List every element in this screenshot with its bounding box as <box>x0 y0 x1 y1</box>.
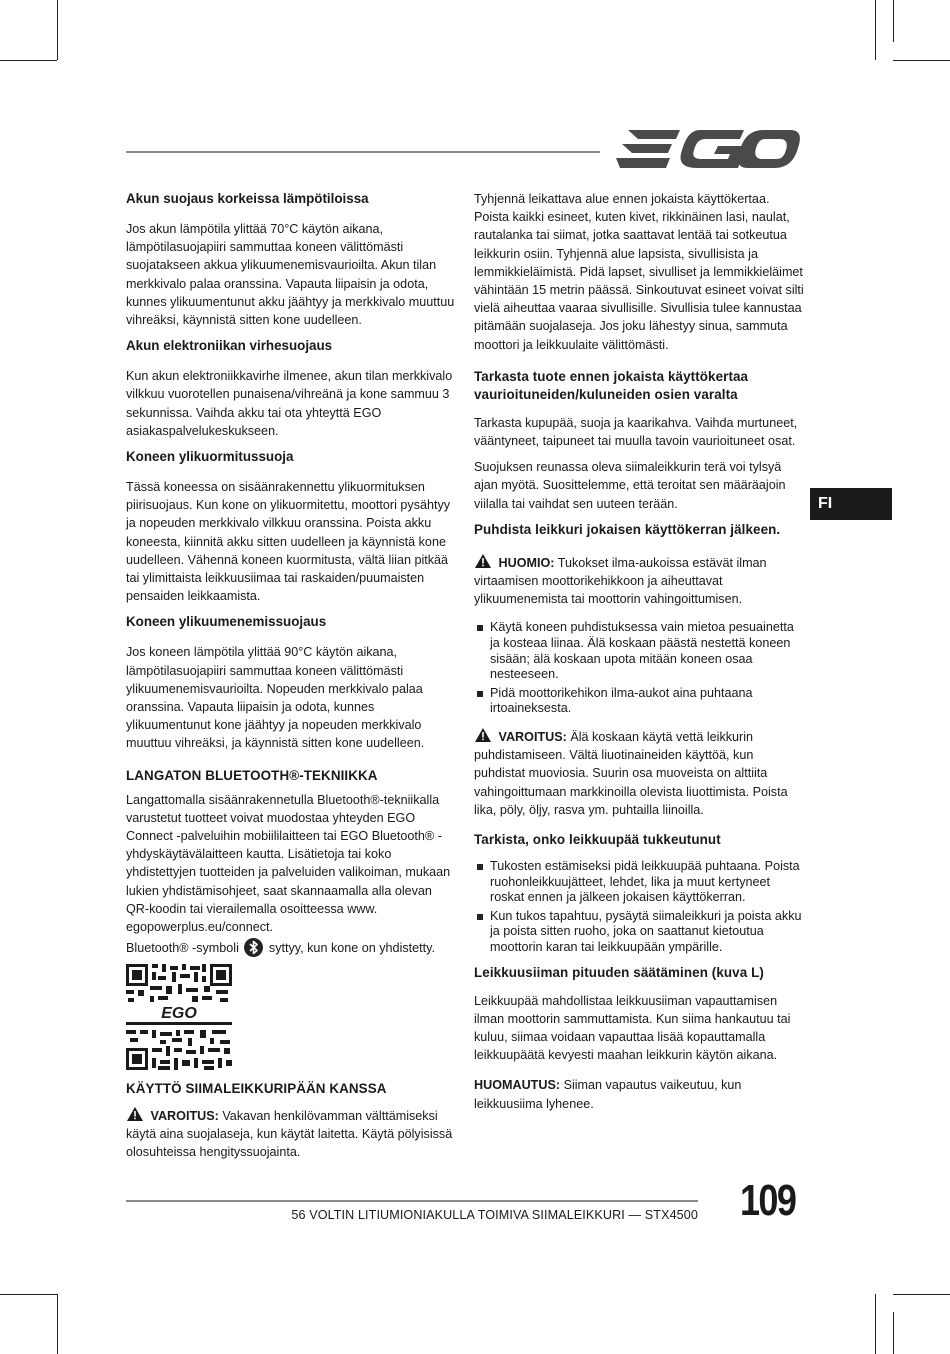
header-rule <box>126 151 600 153</box>
section-heading: Akun elektroniikan virhesuojaus <box>126 338 333 354</box>
qr-code[interactable] <box>126 964 232 1070</box>
right-column <box>474 190 804 1121</box>
crop-mark <box>893 1294 950 1295</box>
section-heading: Leikkuusiiman pituuden säätäminen (kuva L) <box>474 964 764 980</box>
list-item: Tukosten estämiseksi pidä leikkuupää puhtaana. Poista ruohonleikkuujätteet, lehdet, lika ja muut kertyneet roskat ennen ja jälkeen jokaisen käyttökerran. <box>474 859 804 906</box>
note-label: HUOMAUTUS: <box>474 1078 561 1093</box>
ego-logo <box>614 126 800 172</box>
note-text: Siiman vapautus vaikeutuu, kun leikkuusiima lyhenee. <box>474 1078 742 1111</box>
caution-block <box>474 553 804 609</box>
crop-mark <box>893 1312 894 1354</box>
list-item: Pidä moottorikehikon ilma-aukot aina puhtaana irtoaineksesta. <box>474 686 804 717</box>
crop-mark <box>57 0 58 60</box>
qr-logo: EGO <box>161 1004 197 1022</box>
list-item: Käytä koneen puhdistuksessa vain mietoa pesuainetta ja kosteaa liinaa. Älä koskaan päästä nestettä koneen sisään; älä koskaan upota mitään koneen osaa nesteeseen. <box>474 620 804 682</box>
warning-label: VAROITUS: <box>150 1108 219 1123</box>
crop-mark <box>875 1294 876 1354</box>
section-text: Jos akun lämpötila ylittää 70°C käytön aikana, lämpötilasuojapiiri sammuttaa koneen välittömästi suojatakseen akkua ylikuumenemisvaurioilta. Akun tilan merkkivalo palaa oranssina. Vapauta liipaisin ja odota, kunnes ylikuumentunut akku jäähtyy ja merkkivalo muuttuu vihreäksi, käynnistä sitten kone uudelleen. <box>126 222 455 328</box>
warning-icon <box>474 727 492 743</box>
warning-block <box>126 1106 458 1162</box>
bluetooth-symbol-before: Bluetooth® -symboli <box>126 941 239 956</box>
crop-mark <box>875 0 876 60</box>
section-text: Kun akun elektroniikkavirhe ilmenee, akun tilan merkkivalo vilkkuu vuorotellen punaisena/vihreänä ja kone sammuu 3 sekunnissa. Vaihda akku tai ota yhteyttä EGO asiakaspalvelukeskukseen. <box>126 369 453 438</box>
caution-icon <box>474 553 492 569</box>
footer-rule <box>126 1200 698 1202</box>
bluetooth-icon <box>244 938 263 957</box>
blockage-list <box>474 859 804 956</box>
section-heading-usage: KÄYTTÖ SIIMALEIKKURIPÄÄN KANSSA <box>126 1080 387 1096</box>
section-heading: Puhdista leikkuri jokaisen käyttökerran jälkeen. <box>474 521 781 537</box>
bluetooth-symbol-after: syttyy, kun kone on yhdistetty. <box>268 941 436 956</box>
section-text: Tässä koneessa on sisäänrakennettu ylikuormituksen piirisuojaus. Kun kone on ylikuormitettu, moottori pysähtyy ja nopeuden merkkivalo vilkkuu oranssina. Poista akku koneesta, kiinnitä akku sitten uudelleen ja käynnistä kone uudelleen. Vähennä koneen kuormitusta, vältä liian pitkää tai ylimittaista leikkuusiimaa tai raskaiden/puumaisten pensaiden leikkaamista. <box>126 480 451 604</box>
bluetooth-symbol-line <box>126 938 458 957</box>
left-column <box>126 190 458 1169</box>
note-block <box>474 1076 804 1112</box>
footer-title: 56 VOLTIN LITIUMIONIAKULLA TOIMIVA SIIMALEIKKURI — STX4500 <box>291 1208 698 1222</box>
crop-mark <box>0 60 57 61</box>
warning-label: VAROITUS: <box>498 730 567 745</box>
language-tab: FI <box>810 488 892 520</box>
section-heading: Akun suojaus korkeissa lämpötiloissa <box>126 191 369 206</box>
page-number: 109 <box>740 1176 796 1225</box>
crop-mark <box>893 60 950 61</box>
section-heading: Koneen ylikuormitussuoja <box>126 449 294 465</box>
section-text: Suojuksen reunassa oleva siimaleikkurin terä voi tylsyä ajan myötä. Suosittelemme, että teroitat sen määräajoin viilalla tai vaihdat sen uuteen terään. <box>474 460 786 511</box>
warning-icon <box>126 1106 144 1122</box>
section-text: Tarkasta kupupää, suoja ja kaarikahva. Vaihda murtuneet, vääntyneet, taipuneet tai muulla tavoin vaurioituneet osat. <box>474 415 798 449</box>
section-heading: Tarkasta tuote ennen jokaista käyttökertaa vaurioituneiden/kuluneiden osien varalta <box>474 368 749 402</box>
warning-block <box>474 727 804 819</box>
list-item: Kun tukos tapahtuu, pysäytä siimaleikkuri ja poista akku ja poista sitten ruoho, joka on saattanut kietoutua moottorin karan tai leikkuupään ympärille. <box>474 909 804 956</box>
crop-mark <box>0 1294 57 1295</box>
section-text: Leikkuupää mahdollistaa leikkuusiiman vapauttamisen ilman moottorin sammuttamista. Kun siima hankautuu tai kuluu, siimaa voidaan vapauttaa lisää kopauttamalla leikkuupäätä kevyesti maahan leikkurin käytön aikana. <box>474 993 791 1063</box>
section-heading: Koneen ylikuumenemissuojaus <box>126 614 327 630</box>
intro-text: Tyhjennä leikattava alue ennen jokaista käyttökertaa. Poista kaikki esineet, kuten kivet, rikkinäinen lasi, naulat, rautalanka tai siimat, jotka saattavat lentää tai sotkeutua leikkurin osiin. Tyhjennä alue lapsista, sivullisista ja lemmikkieläimistä. Pidä lapset, sivulliset ja lemmikkieläimet vähintään 15 metrin päässä. Sinkoutuvat esineet voivat silti vielä aiheuttaa vaaraa sivullisille. Sivullisia tulee kannustaa pitämään suojalaseja. Jos joku lähestyy sinua, sammuta moottori ja leikkuulaite välittömästi. <box>474 192 804 352</box>
caution-label: HUOMIO: <box>498 555 555 570</box>
cleaning-list <box>474 620 804 717</box>
warning-text: Älä koskaan käytä vettä leikkurin puhdistamiseen. Vältä liuotinaineiden käyttöä, kun puhdistat muoviosia. Suurin osa muoveista on alttiita vahingoittumaan markkinoilla olevista liuottimista. Poista lika, pöly, öljy, rasva ym. puhtailla liinoilla. <box>474 730 788 817</box>
crop-mark <box>893 0 894 42</box>
caution-text: Tukokset ilma-aukoissa estävät ilman virtaamisen moottorikehikkoon ja aiheuttavat ylikuumenemista tai moottorin vahingoittumisen. <box>474 555 767 607</box>
section-heading: Tarkista, onko leikkuupää tukkeutunut <box>474 832 721 848</box>
bluetooth-heading: LANGATON BLUETOOTH®-TEKNIIKKA <box>126 767 378 783</box>
bluetooth-text: Langattomalla sisäänrakennetulla Bluetooth®-tekniikalla varustetut tuotteet voivat muodostaa yhteyden EGO Connect -palveluihin mobiililaitteen tai EGO Bluetooth® -yhdyskäytävälaitteen kautta. Lisätietoja tai koko yhdistettyjen tuotteiden ja palveluiden valikoiman, mukaan lukien yhdistämisohjeet, saat skannaamalla alla olevan QR-koodin tai vierailemalla osoitteessa www. egopowerplus.eu/connect. <box>126 792 451 935</box>
crop-mark <box>57 1294 58 1354</box>
section-text: Jos koneen lämpötila ylittää 90°C käytön aikana, lämpötilasuojapiiri sammuttaa koneen välittömästi ylikuumenemisvaurioilta. Nopeuden merkkivalo palaa oranssina. Vapauta liipaisin ja odota, kunnes ylikuumentunut kone jäähtyy ja nopeuden merkkivalo muuttuu vihreäksi, ja käynnistä sitten kone uudelleen. <box>126 645 425 751</box>
warning-text: Vakavan henkilövamman välttämiseksi käytä aina suojalaseja, kun käytät laitetta. Käytä pölyisissä olosuhteissa hengityssuojainta. <box>126 1108 453 1159</box>
